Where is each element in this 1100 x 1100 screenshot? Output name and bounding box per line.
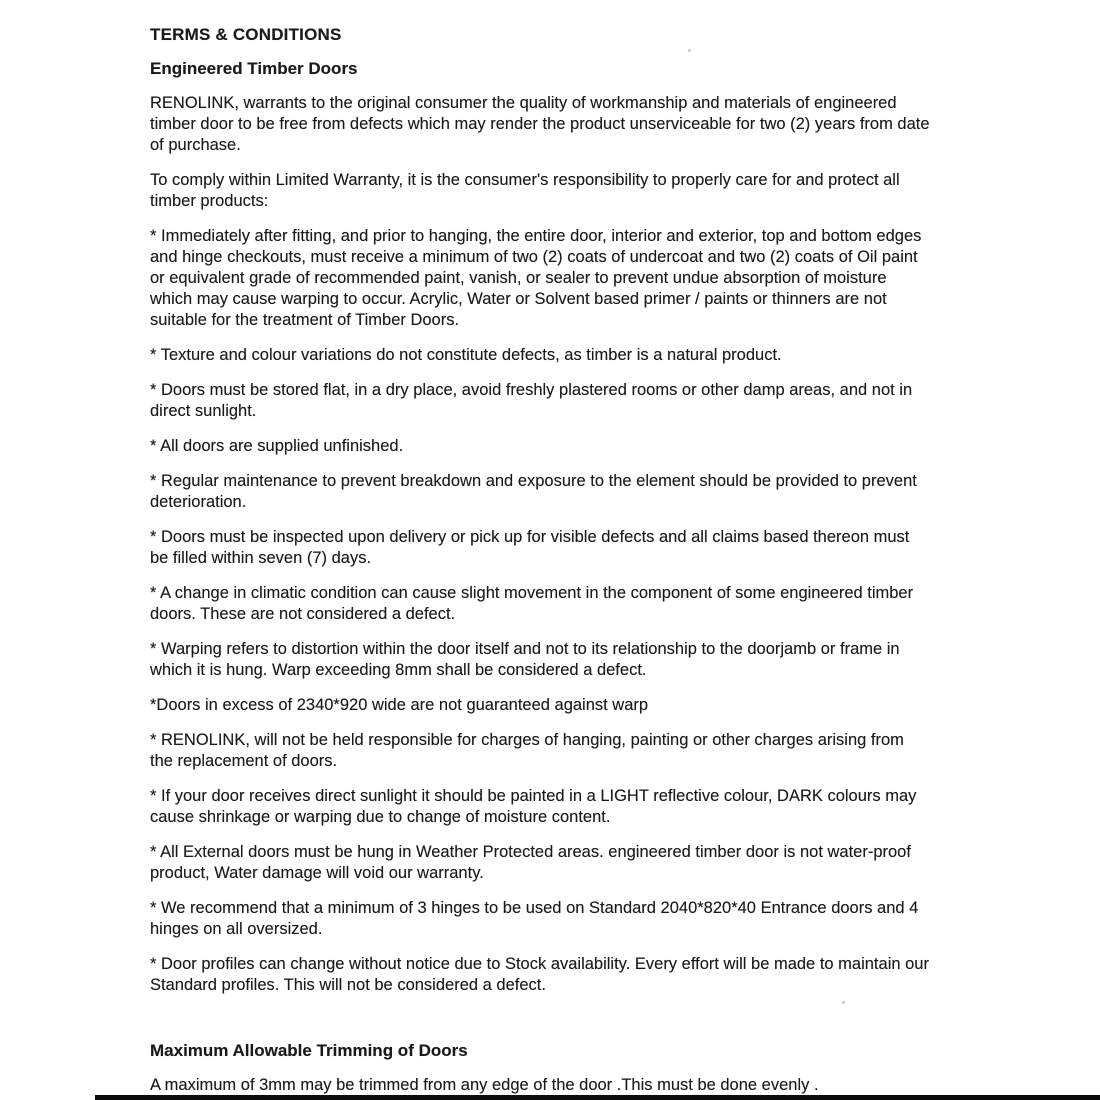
bullet-warping-definition: * Warping refers to distortion within the door itself and not to its relationship to the doorjamb or frame in which it is hung. Warp exceeding 8mm shall be considered a defect. [150,640,900,679]
bullet-hinges: * We recommend that a minimum of 3 hinges to be used on Standard 2040*820*40 Entrance doors and 4 hinges on all oversized. [150,899,919,938]
bullet-texture-variations: * Texture and colour variations do not constitute defects, as timber is a natural product. [150,346,782,364]
bullet-paint-coats: * Immediately after fitting, and prior to hanging, the entire door, interior and exterior, top and bottom edges and hinge checkouts, must receive a minimum of two (2) coats of undercoat and two (2) coats of Oil paint or equivalent grade of recommended paint, vanish, or sealer to prevent undue absorption of moisture which may cause warping to occur. Acrylic, Water or Solvent based primer / paints or thinners are not suitable for the treatment of Timber Doors. [150,227,922,329]
bullet-maintenance: * Regular maintenance to prevent breakdown and exposure to the element should be provided to prevent deterioration. [150,472,917,511]
compliance-paragraph: To comply within Limited Warranty, it is the consumer's responsibility to properly care for and protect all timber products: [150,171,900,210]
trimming-paragraph: A maximum of 3mm may be trimmed from any edge of the door .This must be done evenly . [150,1076,819,1094]
bullet-unfinished: * All doors are supplied unfinished. [150,437,404,455]
scan-speck [842,1001,845,1004]
bullet-weather-protection: * All External doors must be hung in Weather Protected areas. engineered timber door is not water-proof product, Water damage will void our warranty. [150,843,911,882]
scan-speck [688,49,691,52]
bullet-climatic-condition: * A change in climatic condition can cause slight movement in the component of some engineered timber doors. These are not considered a defect. [150,584,914,623]
section-heading-engineered-timber-doors: Engineered Timber Doors [150,59,358,78]
warranty-paragraph: RENOLINK, warrants to the original consumer the quality of workmanship and materials of engineered timber door to be free from defects which may render the product unserviceable for two (2) years from date of purchase. [150,94,930,154]
bullet-door-profiles: * Door profiles can change without notice due to Stock availability. Every effort will be made to maintain our Standard profiles. This will not be considered a defect. [150,955,929,994]
bullet-oversize-warp: *Doors in excess of 2340*920 wide are not guaranteed against warp [150,696,649,714]
document-title: TERMS & CONDITIONS [150,25,342,44]
scan-edge-artifact [95,1095,1100,1100]
document-content [150,24,930,1096]
bullet-sunlight-colour: * If your door receives direct sunlight it should be painted in a LIGHT reflective colour, DARK colours may cause shrinkage or warping due to change of moisture content. [150,787,917,826]
bullet-replacement-charges: * RENOLINK, will not be held responsible for charges of hanging, painting or other charges arising from the replacement of doors. [150,731,904,770]
bullet-storage: * Doors must be stored flat, in a dry place, avoid freshly plastered rooms or other damp areas, and not in direct sunlight. [150,381,913,420]
section-heading-trimming: Maximum Allowable Trimming of Doors [150,1041,468,1060]
bullet-inspection: * Doors must be inspected upon delivery or pick up for visible defects and all claims based thereon must be filled within seven (7) days. [150,528,910,567]
